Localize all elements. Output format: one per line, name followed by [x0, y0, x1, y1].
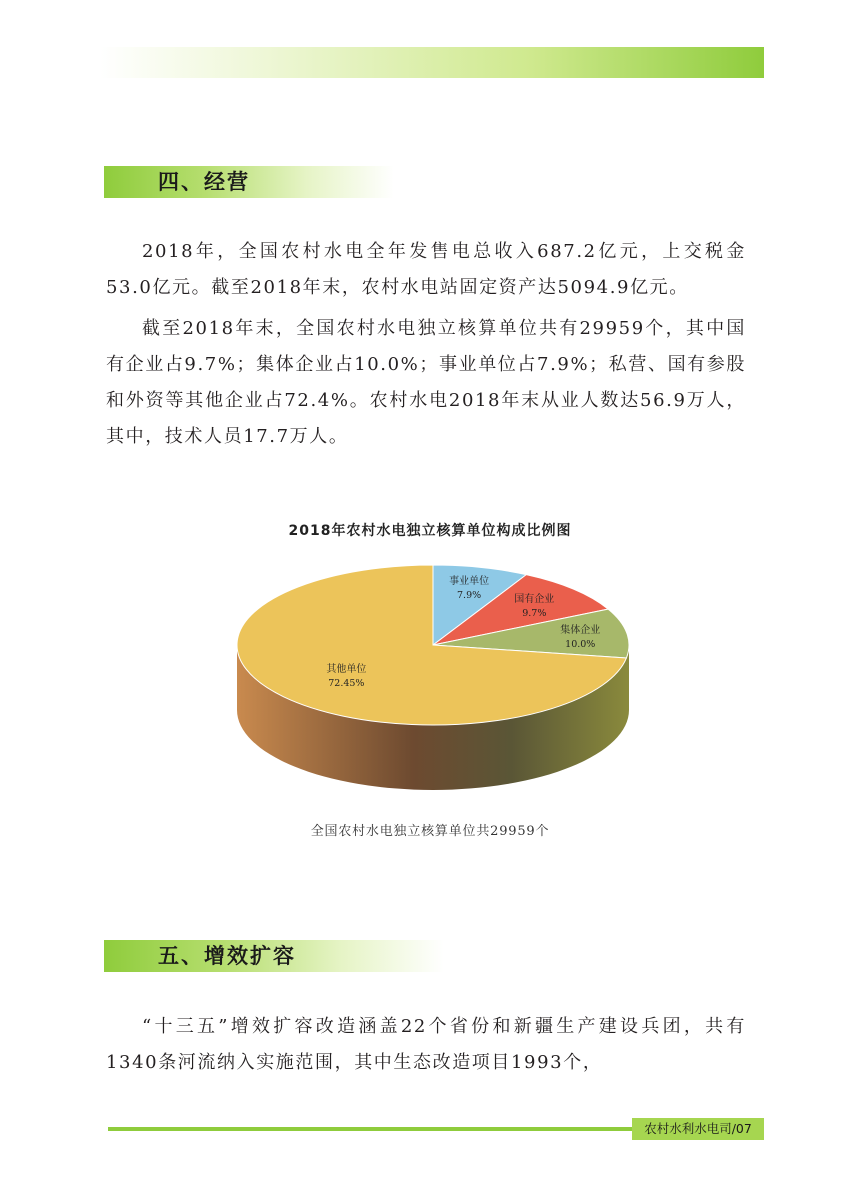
chart-caption: 全国农村水电独立核算单位共29959个 [310, 824, 550, 839]
section-4-title: 四、经营 [158, 170, 250, 194]
footer-line [108, 1127, 632, 1131]
section-5-heading [104, 940, 444, 972]
section-4-paragraph-1: 2018年，全国农村水电全年发售电总收入687.2亿元，上交税金53.0亿元。截至2018年末，农村水电站固定资产达5094.9亿元。 [106, 241, 746, 298]
chart-title: 2018年农村水电独立核算单位构成比例图 [288, 523, 572, 539]
pie-slice-name-3: 集体企业 [560, 624, 601, 636]
pie-slice-value-1: 7.9% [457, 589, 482, 601]
pie-slice-name-2: 国有企业 [514, 593, 555, 605]
section-4-heading [104, 166, 394, 198]
pie-slice-name-1: 事业单位 [449, 575, 490, 587]
section-5-title: 五、增效扩容 [158, 944, 296, 968]
pie-chart [230, 555, 640, 815]
section-5-paragraph-1: “十三五”增效扩容改造涵盖22个省份和新疆生产建设兵团，共有1340条河流纳入实施范围，其中生态改造项目1993个， [106, 1016, 746, 1073]
pie-slice-value-4: 72.45% [328, 678, 365, 690]
pie-slice-value-3: 10.0% [565, 638, 596, 650]
footer-page-label: 农村水利水电司/07 [632, 1118, 764, 1140]
section-4-paragraph-2: 截至2018年末，全国农村水电独立核算单位共有29959个，其中国有企业占9.7%；集体企业占10.0%；事业单位占7.9%；私营、国有参股和外资等其他企业占72.4%。农村水电2018年末从业人数达56.9万人，其中，技术人员17.7万人。 [106, 318, 746, 447]
pie-slice-name-4: 其他单位 [326, 664, 367, 676]
pie-slice-value-2: 9.7% [522, 607, 547, 619]
top-decor-band [100, 47, 764, 78]
